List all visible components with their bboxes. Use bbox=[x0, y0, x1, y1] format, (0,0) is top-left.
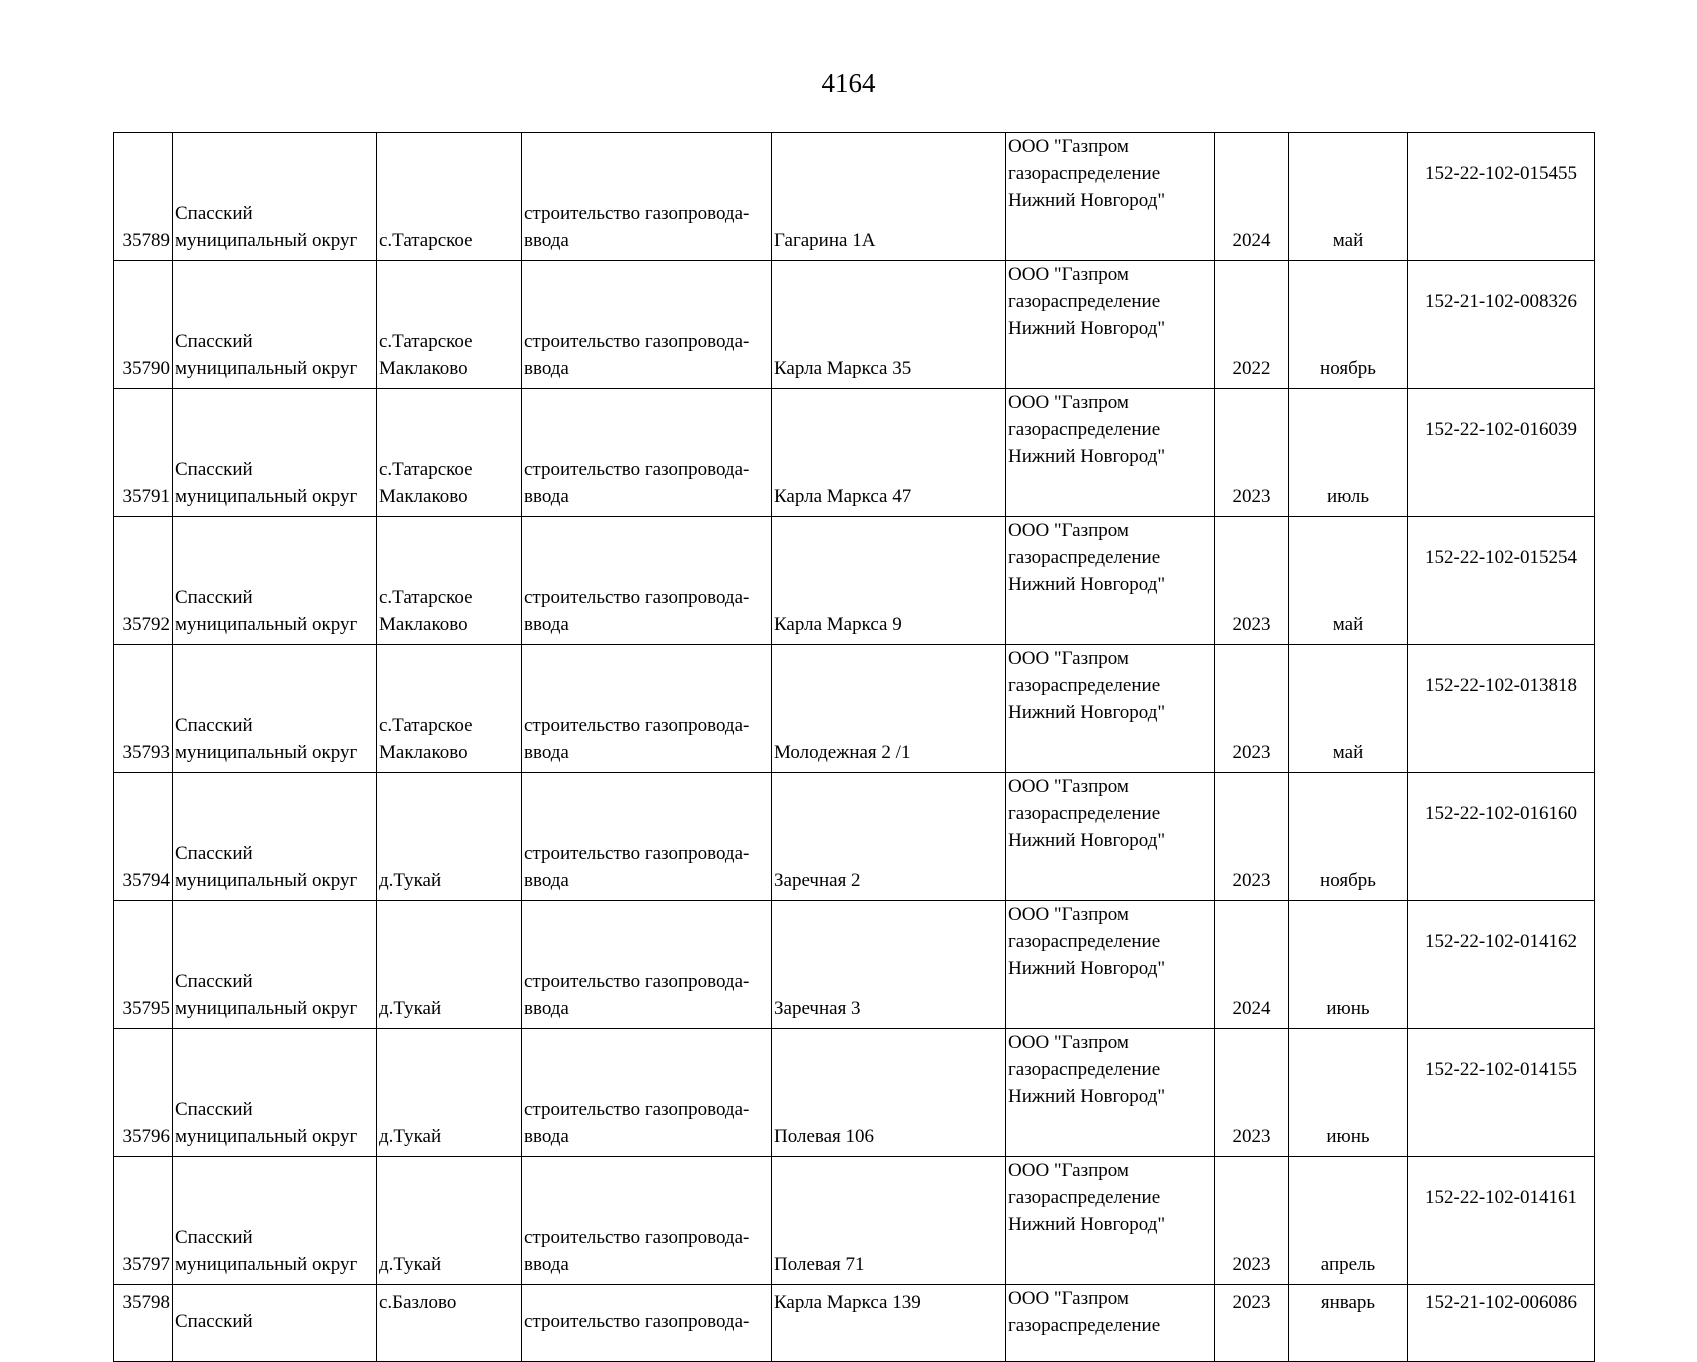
code-cell: 152-22-102-013818 bbox=[1408, 645, 1595, 773]
organization-line: ООО "Газпром bbox=[1008, 264, 1129, 285]
year-cell: 2022 bbox=[1215, 261, 1289, 389]
locality-cell bbox=[377, 389, 522, 517]
organization-line: ООО "Газпром bbox=[1008, 392, 1129, 413]
address-cell: Гагарина 1А bbox=[772, 133, 1006, 261]
work-line: ввода bbox=[524, 1126, 569, 1147]
work-type-cell bbox=[522, 133, 772, 261]
municipality-cell bbox=[173, 1285, 377, 1362]
locality-cell bbox=[377, 133, 522, 261]
locality-line: Маклаково bbox=[379, 742, 468, 763]
table-row bbox=[114, 1157, 1595, 1285]
organization-cell bbox=[1006, 517, 1215, 645]
locality-cell bbox=[377, 773, 522, 901]
locality-line: Маклаково bbox=[379, 486, 468, 507]
locality-cell bbox=[377, 1157, 522, 1285]
month-cell: апрель bbox=[1289, 1157, 1408, 1285]
table-row bbox=[114, 901, 1595, 1029]
address-cell: Молодежная 2 /1 bbox=[772, 645, 1006, 773]
work-type-cell bbox=[522, 261, 772, 389]
organization-line: газораспределение bbox=[1008, 675, 1161, 696]
work-type-cell bbox=[522, 1285, 772, 1362]
municipality-cell bbox=[173, 773, 377, 901]
locality-line: с.Базлово bbox=[379, 1292, 457, 1313]
municipality-line: муниципальный округ bbox=[175, 1126, 358, 1147]
address-cell: Полевая 106 bbox=[772, 1029, 1006, 1157]
work-line: строительство газопровода- bbox=[524, 459, 750, 480]
organization-line: газораспределение bbox=[1008, 1059, 1161, 1080]
work-line: ввода bbox=[524, 230, 569, 251]
row-number-cell: 35792 bbox=[114, 517, 173, 645]
municipality-line: муниципальный округ bbox=[175, 614, 358, 635]
municipality-line: Спасский bbox=[175, 971, 253, 992]
municipality-cell bbox=[173, 1157, 377, 1285]
locality-line: с.Татарское bbox=[379, 459, 473, 480]
organization-line: Нижний Новгород" bbox=[1008, 958, 1166, 979]
locality-cell bbox=[377, 261, 522, 389]
municipality-line: муниципальный округ bbox=[175, 998, 358, 1019]
year-cell: 2024 bbox=[1215, 133, 1289, 261]
table-row bbox=[114, 133, 1595, 261]
municipality-cell bbox=[173, 901, 377, 1029]
organization-line: газораспределение bbox=[1008, 547, 1161, 568]
municipality-cell bbox=[173, 645, 377, 773]
organization-line: газораспределение bbox=[1008, 1315, 1161, 1336]
code-cell: 152-22-102-014155 bbox=[1408, 1029, 1595, 1157]
register-body bbox=[114, 133, 1595, 1362]
municipality-line: муниципальный округ bbox=[175, 358, 358, 379]
municipality-line: Спасский bbox=[175, 459, 253, 480]
work-line: ввода bbox=[524, 358, 569, 379]
code-cell: 152-22-102-016160 bbox=[1408, 773, 1595, 901]
organization-line: ООО "Газпром bbox=[1008, 1160, 1129, 1181]
code-cell: 152-22-102-016039 bbox=[1408, 389, 1595, 517]
year-cell: 2023 bbox=[1215, 1029, 1289, 1157]
work-type-cell bbox=[522, 645, 772, 773]
organization-line: ООО "Газпром bbox=[1008, 776, 1129, 797]
work-line: строительство газопровода- bbox=[524, 1099, 750, 1120]
work-type-cell bbox=[522, 1029, 772, 1157]
work-line: ввода bbox=[524, 614, 569, 635]
organization-line: Нижний Новгород" bbox=[1008, 446, 1166, 467]
address-cell: Полевая 71 bbox=[772, 1157, 1006, 1285]
municipality-cell bbox=[173, 517, 377, 645]
locality-cell bbox=[377, 1029, 522, 1157]
locality-line: д.Тукай bbox=[379, 1254, 442, 1275]
work-line: строительство газопровода- bbox=[524, 1227, 750, 1248]
table-row bbox=[114, 261, 1595, 389]
work-type-cell bbox=[522, 389, 772, 517]
work-line: ввода bbox=[524, 1254, 569, 1275]
month-cell: май bbox=[1289, 133, 1408, 261]
row-number-cell: 35791 bbox=[114, 389, 173, 517]
organization-cell bbox=[1006, 901, 1215, 1029]
work-line: ввода bbox=[524, 486, 569, 507]
year-cell: 2023 bbox=[1215, 645, 1289, 773]
municipality-line: Спасский bbox=[175, 1099, 253, 1120]
row-number-cell: 35790 bbox=[114, 261, 173, 389]
month-cell: июнь bbox=[1289, 901, 1408, 1029]
locality-line: с.Татарское bbox=[379, 587, 473, 608]
organization-cell bbox=[1006, 1029, 1215, 1157]
municipality-line: муниципальный округ bbox=[175, 230, 358, 251]
municipality-cell bbox=[173, 133, 377, 261]
organization-line: ООО "Газпром bbox=[1008, 1032, 1129, 1053]
address-cell: Заречная 2 bbox=[772, 773, 1006, 901]
organization-line: Нижний Новгород" bbox=[1008, 574, 1166, 595]
municipality-cell bbox=[173, 1029, 377, 1157]
municipality-line: Спасский bbox=[175, 587, 253, 608]
locality-line: д.Тукай bbox=[379, 1126, 442, 1147]
work-line: строительство газопровода- bbox=[524, 971, 750, 992]
municipality-line: Спасский bbox=[175, 1311, 253, 1332]
locality-line: д.Тукай bbox=[379, 870, 442, 891]
work-line: ввода bbox=[524, 998, 569, 1019]
year-cell: 2023 bbox=[1215, 1157, 1289, 1285]
month-cell: май bbox=[1289, 645, 1408, 773]
address-cell: Карла Маркса 139 bbox=[772, 1285, 1006, 1362]
year-cell: 2023 bbox=[1215, 773, 1289, 901]
month-cell: январь bbox=[1289, 1285, 1408, 1362]
work-line: ввода bbox=[524, 742, 569, 763]
organization-line: ООО "Газпром bbox=[1008, 904, 1129, 925]
table-row bbox=[114, 645, 1595, 773]
organization-cell bbox=[1006, 1157, 1215, 1285]
organization-line: газораспределение bbox=[1008, 419, 1161, 440]
municipality-cell bbox=[173, 261, 377, 389]
municipality-line: Спасский bbox=[175, 1227, 253, 1248]
locality-line: с.Татарское bbox=[379, 331, 473, 352]
organization-line: газораспределение bbox=[1008, 1187, 1161, 1208]
locality-line: с.Татарское bbox=[379, 230, 473, 251]
row-number-cell: 35793 bbox=[114, 645, 173, 773]
address-cell: Карла Маркса 9 bbox=[772, 517, 1006, 645]
row-number-cell: 35796 bbox=[114, 1029, 173, 1157]
organization-line: газораспределение bbox=[1008, 291, 1161, 312]
organization-line: ООО "Газпром bbox=[1008, 648, 1129, 669]
municipality-line: Спасский bbox=[175, 715, 253, 736]
table-row bbox=[114, 1029, 1595, 1157]
address-cell: Заречная 3 bbox=[772, 901, 1006, 1029]
organization-line: Нижний Новгород" bbox=[1008, 318, 1166, 339]
address-cell: Карла Маркса 47 bbox=[772, 389, 1006, 517]
row-number-cell: 35797 bbox=[114, 1157, 173, 1285]
organization-cell bbox=[1006, 389, 1215, 517]
table-row bbox=[114, 389, 1595, 517]
work-type-cell bbox=[522, 517, 772, 645]
table-row bbox=[114, 773, 1595, 901]
page-number: 4164 bbox=[821, 68, 876, 98]
organization-line: газораспределение bbox=[1008, 803, 1161, 824]
code-cell: 152-21-102-006086 bbox=[1408, 1285, 1595, 1362]
organization-line: ООО "Газпром bbox=[1008, 1288, 1129, 1309]
organization-line: ООО "Газпром bbox=[1008, 136, 1129, 157]
work-line: строительство газопровода- bbox=[524, 203, 750, 224]
work-line: ввода bbox=[524, 870, 569, 891]
work-line: строительство газопровода- bbox=[524, 715, 750, 736]
locality-line: Маклаково bbox=[379, 358, 468, 379]
code-cell: 152-21-102-008326 bbox=[1408, 261, 1595, 389]
municipality-line: муниципальный округ bbox=[175, 486, 358, 507]
municipality-line: Спасский bbox=[175, 331, 253, 352]
locality-cell bbox=[377, 901, 522, 1029]
work-type-cell bbox=[522, 901, 772, 1029]
row-number-cell: 35794 bbox=[114, 773, 173, 901]
locality-cell bbox=[377, 645, 522, 773]
work-line: строительство газопровода- bbox=[524, 1311, 750, 1332]
organization-cell bbox=[1006, 773, 1215, 901]
month-cell: июнь bbox=[1289, 1029, 1408, 1157]
municipality-cell bbox=[173, 389, 377, 517]
register-table bbox=[113, 132, 1595, 1362]
municipality-line: муниципальный округ bbox=[175, 1254, 358, 1275]
year-cell: 2023 bbox=[1215, 517, 1289, 645]
locality-cell bbox=[377, 1285, 522, 1362]
year-cell: 2024 bbox=[1215, 901, 1289, 1029]
locality-line: с.Татарское bbox=[379, 715, 473, 736]
work-line: строительство газопровода- bbox=[524, 587, 750, 608]
row-number-cell: 35789 bbox=[114, 133, 173, 261]
organization-line: газораспределение bbox=[1008, 931, 1161, 952]
organization-line: Нижний Новгород" bbox=[1008, 190, 1166, 211]
month-cell: ноябрь bbox=[1289, 261, 1408, 389]
work-type-cell bbox=[522, 773, 772, 901]
organization-line: Нижний Новгород" bbox=[1008, 702, 1166, 723]
year-cell: 2023 bbox=[1215, 1285, 1289, 1362]
municipality-line: муниципальный округ bbox=[175, 742, 358, 763]
table-row bbox=[114, 1285, 1595, 1362]
work-line: строительство газопровода- bbox=[524, 331, 750, 352]
row-number-cell: 35795 bbox=[114, 901, 173, 1029]
work-line: строительство газопровода- bbox=[524, 843, 750, 864]
organization-line: Нижний Новгород" bbox=[1008, 1214, 1166, 1235]
organization-cell bbox=[1006, 261, 1215, 389]
organization-line: Нижний Новгород" bbox=[1008, 1086, 1166, 1107]
month-cell: июль bbox=[1289, 389, 1408, 517]
table-row bbox=[114, 517, 1595, 645]
organization-cell bbox=[1006, 645, 1215, 773]
locality-cell bbox=[377, 517, 522, 645]
code-cell: 152-22-102-015254 bbox=[1408, 517, 1595, 645]
organization-line: ООО "Газпром bbox=[1008, 520, 1129, 541]
municipality-line: Спасский bbox=[175, 203, 253, 224]
month-cell: май bbox=[1289, 517, 1408, 645]
address-cell: Карла Маркса 35 bbox=[772, 261, 1006, 389]
organization-cell bbox=[1006, 133, 1215, 261]
code-cell: 152-22-102-014162 bbox=[1408, 901, 1595, 1029]
organization-line: газораспределение bbox=[1008, 163, 1161, 184]
municipality-line: Спасский bbox=[175, 843, 253, 864]
locality-line: д.Тукай bbox=[379, 998, 442, 1019]
code-cell: 152-22-102-015455 bbox=[1408, 133, 1595, 261]
code-cell: 152-22-102-014161 bbox=[1408, 1157, 1595, 1285]
month-cell: ноябрь bbox=[1289, 773, 1408, 901]
year-cell: 2023 bbox=[1215, 389, 1289, 517]
row-number-cell: 35798 bbox=[114, 1285, 173, 1362]
organization-cell bbox=[1006, 1285, 1215, 1362]
work-type-cell bbox=[522, 1157, 772, 1285]
locality-line: Маклаково bbox=[379, 614, 468, 635]
municipality-line: муниципальный округ bbox=[175, 870, 358, 891]
organization-line: Нижний Новгород" bbox=[1008, 830, 1166, 851]
